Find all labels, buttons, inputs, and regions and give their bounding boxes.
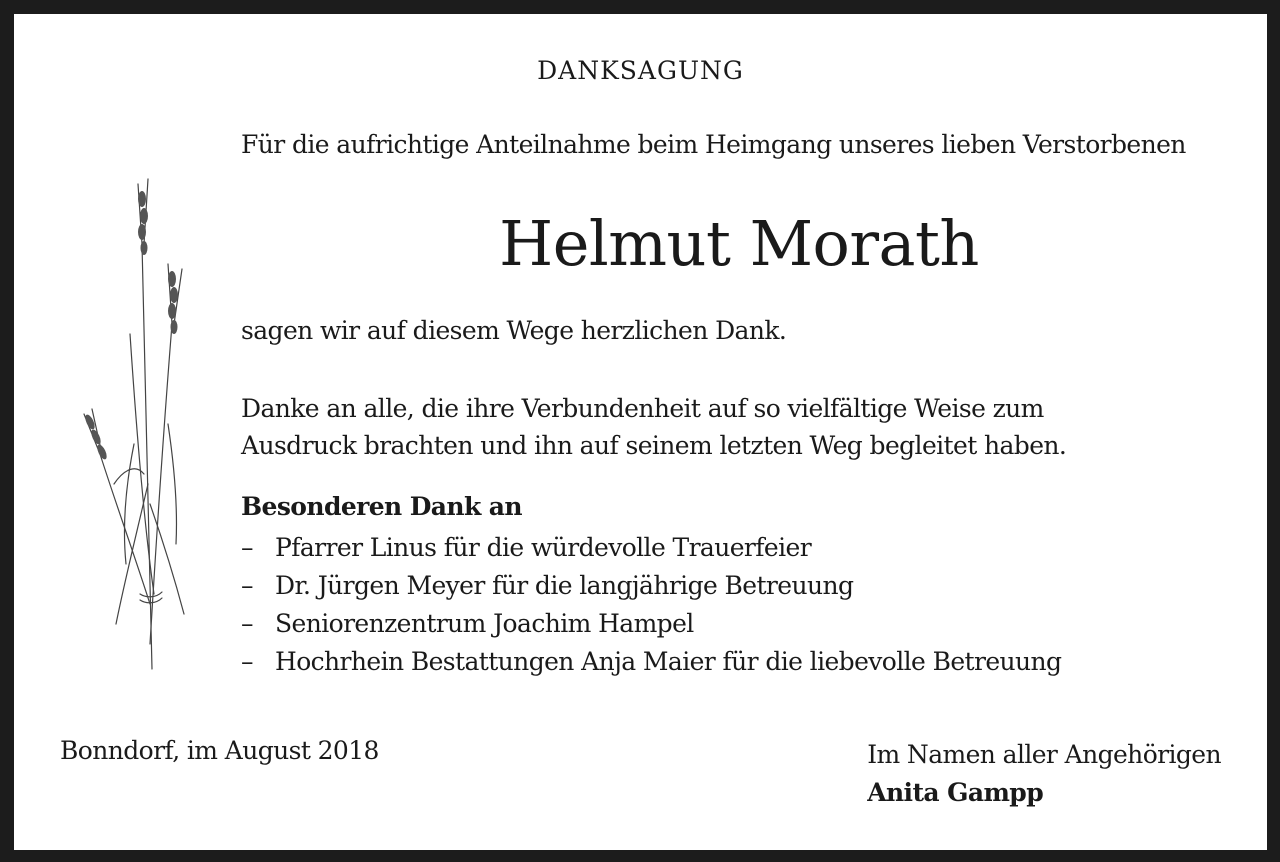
- paragraph-line: Danke an alle, die ihre Verbundenheit auf so vielfältige Weise zum: [241, 394, 1044, 423]
- dash-bullet: –: [241, 647, 253, 676]
- thanks-paragraph: [241, 390, 1066, 464]
- obituary-notice: [14, 14, 1267, 850]
- dash-bullet: –: [241, 609, 253, 638]
- place-date: Bonndorf, im August 2018: [60, 736, 379, 765]
- notice-title: DANKSAGUNG: [537, 56, 744, 85]
- deceased-name: Helmut Morath: [499, 207, 979, 280]
- wheat-stalks-icon: [64, 124, 214, 684]
- list-item-text: Dr. Jürgen Meyer für die langjährige Betreuung: [275, 571, 854, 600]
- signature-block: [867, 736, 1221, 812]
- special-thanks-list: [241, 529, 1061, 681]
- on-behalf-text: Im Namen aller Angehörigen: [867, 740, 1221, 769]
- special-thanks-heading: Besonderen Dank an: [241, 492, 522, 521]
- list-item-text: Pfarrer Linus für die würdevolle Trauerfeier: [275, 533, 812, 562]
- dash-bullet: –: [241, 533, 253, 562]
- signer-name: Anita Gampp: [867, 778, 1044, 807]
- intro-text: Für die aufrichtige Anteilnahme beim Heimgang unseres lieben Verstorbenen: [241, 130, 1186, 159]
- list-item-text: Seniorenzentrum Joachim Hampel: [275, 609, 694, 638]
- paragraph-line: Ausdruck brachten und ihn auf seinem letzten Weg begleitet haben.: [241, 431, 1067, 460]
- list-item: [241, 567, 1061, 605]
- list-item: [241, 643, 1061, 681]
- list-item-text: Hochrhein Bestattungen Anja Maier für die liebevolle Betreuung: [275, 647, 1062, 676]
- dash-bullet: –: [241, 571, 253, 600]
- thanks-line: sagen wir auf diesem Wege herzlichen Dank.: [241, 316, 787, 345]
- list-item: [241, 605, 1061, 643]
- list-item: [241, 529, 1061, 567]
